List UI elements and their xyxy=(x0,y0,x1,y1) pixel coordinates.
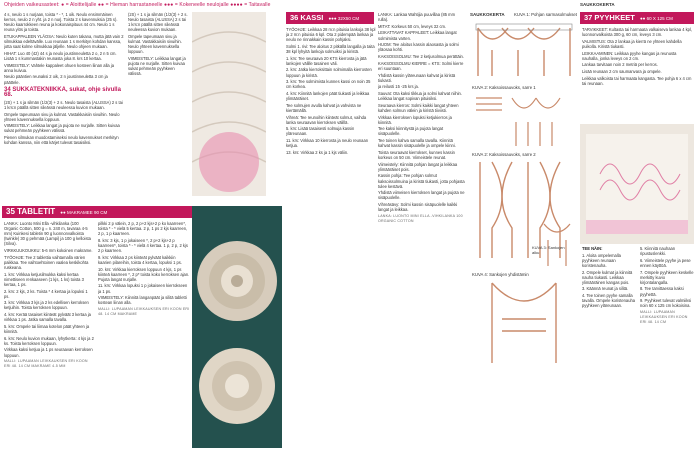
section-36-col2 xyxy=(378,12,466,447)
top-label-saukkokerta-right: SAUKKOKERTA xyxy=(580,2,615,7)
paragraph: 13. krs: Virkkaa 2 ks ja 1 kjs väliin. xyxy=(286,149,349,155)
paragraph: KAKSOISSOLMU KIERRE = KTS: Solmi kierre eri suuntaan. xyxy=(378,60,464,71)
paragraph: Tee kaksi kiinnitystä ja pujota langat sisäpuolelle. xyxy=(378,126,444,137)
paragraph: 3. Käännä reunat ja silitä. xyxy=(582,286,629,292)
paragraph: 5. Kiinnitä nauhaan ripustuslenkki. xyxy=(640,246,676,257)
breadcrumb: Ohjeiden vaikeusasteet: ● = Aloittelijalle ●● = Hieman harrastaneelle ●●● = Kokeneelle neulojalle ●●●● = Taitavalle xyxy=(4,2,271,8)
section-37-col1 xyxy=(582,27,694,123)
materials: LANKA: Luonto Mini Ella -vihkilanka (100 Organic Cotton, 500 g = n. 240 m, tavaraa 4-5 mm) Kuinkesi tabletin 90 g luonnonvalkoista (twinkle) 30 g pehmää (Lampi) ja 100 g kelloista (Silva). xyxy=(4,221,91,247)
paragraph: Pienen silmukan muodostamiseksi neulo kavennukset merkityn kohdan kanssa, niin että kärjet tulevat tasaisiksi. xyxy=(4,135,119,146)
paragraph: 5. krs: Lisää tasaisesti solmuja kassin yläreunaan. xyxy=(286,126,355,137)
paragraph: VIIMEISTELY: Leikkaa langat ja pujota ne nurjalle. Sitten kuivaa sukat pehmeän pyyhkeen välissä. xyxy=(128,55,186,77)
section-37-col3 xyxy=(640,246,694,447)
paragraph: Yhdistä kassin yläreunaan kahvat ja kiristä tiukasti. xyxy=(378,72,456,83)
figure-caption-kuva4: KUVA 4: Sankojen yhdistämin xyxy=(472,272,529,277)
paragraph: 8. krs: 3 kjs, 1 p jokaiseen *, 2 p+2 kjs+2 p kaarreen*, toista * - * vielä 4 kertaa. 1 p, 2 p, 2 kjs 2 p kaarreen. xyxy=(98,237,188,254)
paragraph: VIIMEISTELY: Kiinnitä langanpäät ja silitä tabletti kostean liinan alla. xyxy=(98,295,187,306)
footnote: LANKA: LUONTO MINI ELLA -VIHKILANKA 100 ORGANIC COTTON xyxy=(378,213,463,223)
paragraph: (2S) + 1 s ja silmän (1/2(3) + 2 s. Neulo tasaista (ALUSSA) 2 s tai 1 krs:n päällä sitten sileässä neuleessa kuvion mukaan. xyxy=(128,12,188,33)
paragraph: 7. Ompele pyyhkeen keskelle merkitty kuvio kirjontalangalla. xyxy=(640,269,694,285)
subheading: TEE NÄIN: xyxy=(582,246,603,251)
paragraph: TYÖOHJE: Tee 2 tablettia vaihtamalla värien paikkaa. Tee vaihtoehtoinen vaalea keskikohta ruskeana. xyxy=(4,254,89,270)
paragraph: Yhdistä viimeisen kierroksen langat ja pujota ne sisäpuolelle. xyxy=(378,190,465,201)
paragraph: VALMISTUS: Ota 2 lankaa ja kierrä ne yhteen kahdella puikolla. Kiristä tiukasti. xyxy=(582,38,682,49)
figure-caption-kuva3: KUVA 2: Kaksoissauvoks, sarre 2 xyxy=(472,152,536,157)
paragraph: LANKA: Lankaa Wahtijia puuvillaa (85 mm rulla). xyxy=(378,12,455,23)
paragraph: 9. Pyyhkeet tulevat valmiiksi noin 60 x 125 cm kokoisina. xyxy=(640,298,692,309)
paragraph: pilkki 2 p välein, 2 p, 2 p+2 kjs+2 p ko kaarreen*, toista * - * vielä 5 kertaa. 2 p, 1 ps 2 kjs kaarreen, 2 p, 1 p kaarreen. xyxy=(98,221,188,237)
paragraph: Virkkaa kaksi ketjua ja 1 ps seuraavan kerroksen loppuun. xyxy=(4,347,93,358)
column-2-text xyxy=(128,12,188,195)
figure-caption-kuva1: KUVA 1: Pohjan sarmasolmukset xyxy=(514,12,577,17)
paragraph: LEIKATTAVAT KAPPALEET: Leikkaa langat solmimista varten. xyxy=(378,30,457,41)
section-35-col2 xyxy=(98,221,190,447)
paragraph: Viimeistely: Kiinnitä pohjan langat ja leikkaa ylimääräiset pois. xyxy=(378,161,458,172)
paragraph: 2. Ompele kulmat ja kiinnitä nauha tiukasti. Leikkaa ylimääräinen kangas pois. xyxy=(582,269,633,285)
diagram-kuva1 xyxy=(472,20,576,82)
paragraph: 1. Aloita ompelemalla pyyhkeen reunaan koristenauha. xyxy=(582,252,621,268)
footnote: MALLI: LUPAAMAN LEIKKAUKSEN ERI KOON ERI 48. 14 CM xyxy=(640,310,688,325)
paragraph: HIHAT: Luo 40 (42) 44 s ja neulo joustinneuletta 2 o, 2 n 5 cm. Lisää 1 s kummastakin reunasta joka 8. krs 10 kertaa. xyxy=(4,50,117,61)
paragraph: 3. krs: Tee solmimista kunnes kassi on noin 35 cm korkea. xyxy=(286,79,371,90)
banner-title: 35 TABLETIT xyxy=(6,207,56,216)
figure-caption-kuva3b: KUVA 3: Sankojen alku xyxy=(532,245,565,255)
paragraph: ja reilusti 15 -25 krs ja. xyxy=(378,84,419,90)
photo-towels xyxy=(580,124,694,244)
section-37-col2 xyxy=(582,246,636,447)
paragraph: Solmi 1. rivi: Tee aloitus 2 pitkällä langalla ja taita 38 kpl lyhyitä lankoja solmuiksi ja kiristä. xyxy=(286,43,375,54)
paragraph: 1. krs: Virkkaa ketjusilmukka kaksi kertaa nimettiseen renkaaseen (1 kjs, 1 ks) toista 3 kertaa, 1 ps. xyxy=(4,271,84,287)
paragraph: 6. krs: Neulo kuvion mukaan, lyhytkerta: 4 kjs ja 2 ks. Toista kerroksen loppuun. xyxy=(4,335,94,346)
paragraph: 4 s, neulo 1 s nurjaan, toista * - *, 1 oik. Neulo ensimmäinen kerros, neulo 2 n yht. ja 2 n nurj. Toista 2 s kavennuksia (25 s). Neulo kaarrokkeen reuna ja kokonaispituus 44 cm. Neulo 1 s reuna ylös ja toista. xyxy=(4,12,118,33)
paragraph: LEIKKAAMINEN: Leikkaa pyyhe kangas ja reunusta nauhalla, jonka leveys on 2 cm. xyxy=(582,50,677,61)
paragraph: 1. krs: Tee seuraava 20 KTS kierrosta ja jätä lankojen välille tasainen väli. xyxy=(286,55,367,66)
footnote: MALLI: LUPAAMAN LEIKKAUKSEN ERI KOON ERI 48. 14 CM MAKRAME xyxy=(98,306,190,317)
paragraph: 2. krs: Jatka kierroksittain solmimalla kierrosten loppuun ja kiristä. xyxy=(286,67,372,78)
tools: VIRKKUUKOUKKU: 5-6 mm kokoinen makrame. xyxy=(4,248,93,254)
section-banner-37 xyxy=(580,12,694,24)
paragraph: Ompele tapeumaan sivu ja kulmat. Vastakkaisiin sivuihin. Neulo yhteen kavennuksella loppuun. xyxy=(128,33,182,55)
section-heading-34: 34 SUKKATEKNIIKKA, sukat, ohje sivulla 68. xyxy=(4,86,121,98)
paragraph: (2S) + 1 s ja silmän (1/2(3) + 2 s. Neulo tasaista (ALUSSA) 2 s tai 1 krs:n päällä sitten sileässä neuleessa kuvion mukaan. xyxy=(4,99,123,110)
banner-subtitle: ●● 60 X 125 CM xyxy=(639,16,673,21)
banner-subtitle: ●●● 32X50 CM xyxy=(328,16,360,21)
paragraph: KAKSOISSOLMU: Tee 2 ketjusolmua perättäin. xyxy=(378,54,464,60)
paragraph: Sauvat: Ota kaksi tikkua ja solmi kahvat niihin. Leikkaa langat sopivan pituisiksi. xyxy=(378,90,462,102)
banner-title: 37 PYYHKEET xyxy=(584,13,635,22)
paragraph: Ompele tapeumaan sivu ja kulmat. Vastakkaisiin sivuihin. Neulo yhteen kavennuksella loppuun. xyxy=(4,111,120,122)
section-35-col1 xyxy=(4,221,94,447)
section-banner-35 xyxy=(2,206,192,218)
footnote: MALLI: LUPAAMAN LEIKKAUKSEN ERI KOON ERI 48. 14 CM MAKRAME 4-5 MM xyxy=(4,359,88,369)
paragraph: 4. krs: Kiinnitä lankojen päät tiukasti ja leikkaa ylimääräiset. xyxy=(286,91,370,102)
paragraph: 8. Tee tarvittaessa kaksi pyyhettä. xyxy=(640,286,684,297)
paragraph: 9. krs: Virkkaa 2 ps kiinteät pylväät kaikkiin kaarien pilareihin, toista 4 kertaa, lopuksi 1 ps. xyxy=(98,254,182,265)
paragraph: 10. krs: Virkkaa kierroksen loppuun 4 kjs, 1 ps kiinteä kaarreen *, 2 p* toista koko kerroksen ajan. Pujota langat nurjalle. xyxy=(98,266,190,282)
paragraph: Vihreäsävy: Solmi kassin sisäpuolelle kaikki langat ja leikkaa. xyxy=(378,202,458,213)
paragraph: TARVIKKEET: Kultasta tai harmaata valkaiseva lankaa 4 kpl, luonnonvalkoista 300 g, 60 cm, leveys 3 cm. xyxy=(582,27,692,38)
paragraph: 4. krs: Kerää tasaiset kiinteät pylväät 3 kertaa ja virkkaa 1 ps. Jatka samalla tavalla. xyxy=(4,312,91,323)
paragraph: Lankaa tarvitaan noin 2 metriä per kerros. xyxy=(582,62,658,68)
paragraph: MITAT: Korkeus 50 cm, leveys 32 cm. xyxy=(378,23,447,29)
paragraph: Lisää reunaan 2 cm saumanvara ja ompele. xyxy=(582,69,662,75)
photo-macrame-mat xyxy=(192,12,266,196)
paragraph: TYÖOHJE: Leikkaa 28 m:n pituisia lankoja 38 kpl ja 2 m:n pituisia 6 kpl. Ota 2 pidempää lankaa ja neulo ne rinnakkain kassin pohjaksi. xyxy=(286,27,376,43)
paragraph: 3. krs: Virkkaa 3 kjs ja 2 ks edellisen kerroksen ketjuihin. Toista kerroksen loppuun. xyxy=(4,300,89,311)
section-banner-36-real xyxy=(286,12,374,24)
paragraph: 5. krs: Ompele tai liimaa kotelon päät yhteen ja kiinnitä. xyxy=(4,323,90,334)
figure-caption-kuva2: KUVA 2: Kaksoissauvoks, sarre 1 xyxy=(472,85,536,90)
paragraph: Tee toinen kahva samalla tavalla. Kiinnitä kahvat kassin sisäpuolelle ja ompele kiinni. xyxy=(378,138,456,149)
paragraph: VIIMEISTELY: Vahtele kappaleet ohuen kosteen liinan alla ja anna kuivua. xyxy=(4,62,114,73)
paragraph: Toista seuraavat kierrokset, kunnes kassin korkeus on 50 cm. Viimeistele reunat. xyxy=(378,149,455,160)
paragraph: 11. krs: Virkkaa 10 kierrosta ja neulo reunaan ketjua. xyxy=(286,138,368,149)
paragraph: 2. krs: 2 kjs, 2 ks. Toista * 4 kertaa ja lopuksi 1 ps. xyxy=(4,288,88,299)
paragraph: Virkkaa kierroksen lopuksi ketjukierros ja kiinnitä. xyxy=(378,114,452,125)
paragraph: 11. krs: Virkkaa lopuksi 1 p jokaiseen kierrokseen ja 1 ps. xyxy=(98,283,188,294)
paragraph: Kassin pohja: Tee pohjan solmut kaksoissolmuina ja kiristä tiukasti, jotta pohjasta tulee kestävä. xyxy=(378,173,465,189)
paragraph: VIIMEISTELY: Leikkaa langat ja pujota ne nurjalle. Sitten kuivaa sukat pehmeän pyyhkeen välissä. xyxy=(4,123,120,134)
diagram-kuva2 xyxy=(472,92,576,150)
paragraph: Leikkaa valkoista tai harmaata kangasta. Tee pohja 6 x 4 cm tai reunaan. xyxy=(582,75,692,86)
banner-subtitle: ●● MAKRAMEE 90 CM xyxy=(60,210,108,215)
photo-macrame-coasters xyxy=(192,206,282,448)
top-label-saukkokerta: SAUKKOKERTA xyxy=(470,12,505,17)
paragraph: Vihreä: Tee reunoihin kiinteät solmut, vaihda lanka seuraavan kierroksen välillä. xyxy=(286,114,367,125)
paragraph: HUOM: Tee aloitus kassin alaosasta ja solmi yläosaa kohti. xyxy=(378,42,459,53)
banner-title: 36 KASSI xyxy=(290,13,324,22)
paragraph: Neulo pääntien reunaksi 2 oik, 2 n joustinneuletta 3 cm ja päättele. xyxy=(4,74,108,85)
paragraph: ETUKAPPALEEN YLÄOSA: Neulo kuten takana, mutta jätä vain 2 silmukkaa edeltävälle. Luo reunaan 1 s merkityn kohdan kanssa, jotta saat kolme silmukkaa jäljelle. Neulo ohjeen mukaan. xyxy=(4,33,124,50)
paragraph: Seuraava kierros: Solmi kaikki langat yhteen kahden solmun välein ja kiristä tiiviisti. xyxy=(378,102,459,113)
section-36-col1 xyxy=(286,27,376,447)
paragraph: Tee solmujen avulla kahvat ja vahvista ne kiertämällä. xyxy=(286,102,362,113)
diagram-kuva4 xyxy=(472,279,576,369)
paragraph: 6. Viimeistele pyyhe ja pese ennen käyttöä. xyxy=(640,257,691,268)
paragraph: 4. Tee toinen pyyhe samalla tavalla. Ompele koristenauha pyyhkeen yläreunaan. xyxy=(582,293,636,309)
